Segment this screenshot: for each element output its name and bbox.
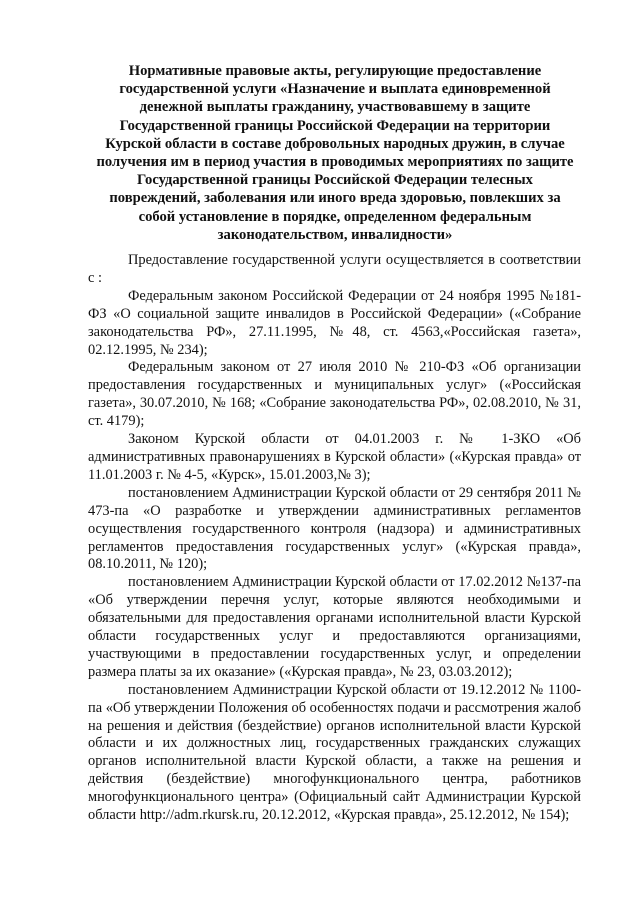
paragraph-federal-law-210: Федеральным законом от 27 июля 2010 № 210-ФЗ «Об организации предоставления государственных и муниципальных услуг» («Российская газета», 30.07.2010, № 168; «Собрание законодательства РФ», 02.08.2010, № 31, ст. 4179); xyxy=(88,359,581,430)
paragraph-intro: Предоставление государственной услуги осуществляется в соответствии с : xyxy=(88,252,581,286)
paragraph-resolution-1100: постановлением Администрации Курской области от 19.12.2012 № 1100-па «Об утверждении Положения об особенностях подачи и рассмотрения жалоб на решения и действия (бездействие) органов исполнительной власти Курской области и их должностных лиц, государственных гражданских служащих органов исполнительной власти Курской области, а также на решения и действия (бездействие) многофункционального центра, работников многофункционального центра» (Официальный сайт Администрации Курской области http://adm.rkursk.ru, 20.12.2012, «Курская правда», 25.12.2012, № 154); xyxy=(88,681,581,824)
paragraph-resolution-137: постановлением Администрации Курской области от 17.02.2012 №137-па «Об утверждении перечня услуг, которые являются необходимыми и обязательными для предоставления органами исполнительной власти Курской области государственных услуг и предоставляются организациями, участвующими в предоставлении государственных услуг, и определении размера платы за их оказание» («Курская правда», № 23, 03.03.2012); xyxy=(88,574,581,680)
document-body xyxy=(88,252,581,825)
paragraph-resolution-473: постановлением Администрации Курской области от 29 сентября 2011 № 473-па «О разработке и утверждении административных регламентов осуществления государственного контроля (надзора) и административных регламентов предоставления государственных услуг» («Курская правда», 08.10.2011, № 120); xyxy=(88,484,581,573)
paragraph-federal-law-181: Федеральным законом Российской Федерации от 24 ноября 1995 №181-ФЗ «О социальной защите инвалидов в Российской Федерации» («Собрание законодательства РФ», 27.11.1995, №48, ст. 4563,«Российская газета», 02.12.1995, № 234); xyxy=(88,287,581,358)
paragraph-kursk-law-1zko: Законом Курской области от 04.01.2003 г. № 1-ЗКО «Об административных правонарушениях в Курской области» («Курская правда» от 11.01.2003 г. № 4-5, «Курск», 15.01.2003,№ 3); xyxy=(88,431,581,483)
document-title: Нормативные правовые акты, регулирующие предоставление государственной услуги «Назначение и выплата единовременной денежной выплаты гражданину, участвовавшему в защите Государственной границы Российской Федерации на территории Курской области в составе добровольных народных дружин, в случае получения им в период участия в проводимых мероприятиях по защите Государственной границы Российской Федерации телесных повреждений, заболевания или иного вреда здоровью, повлекших за собой установление в порядке, определенном федеральным законодательством, инвалидности» xyxy=(96,63,574,243)
